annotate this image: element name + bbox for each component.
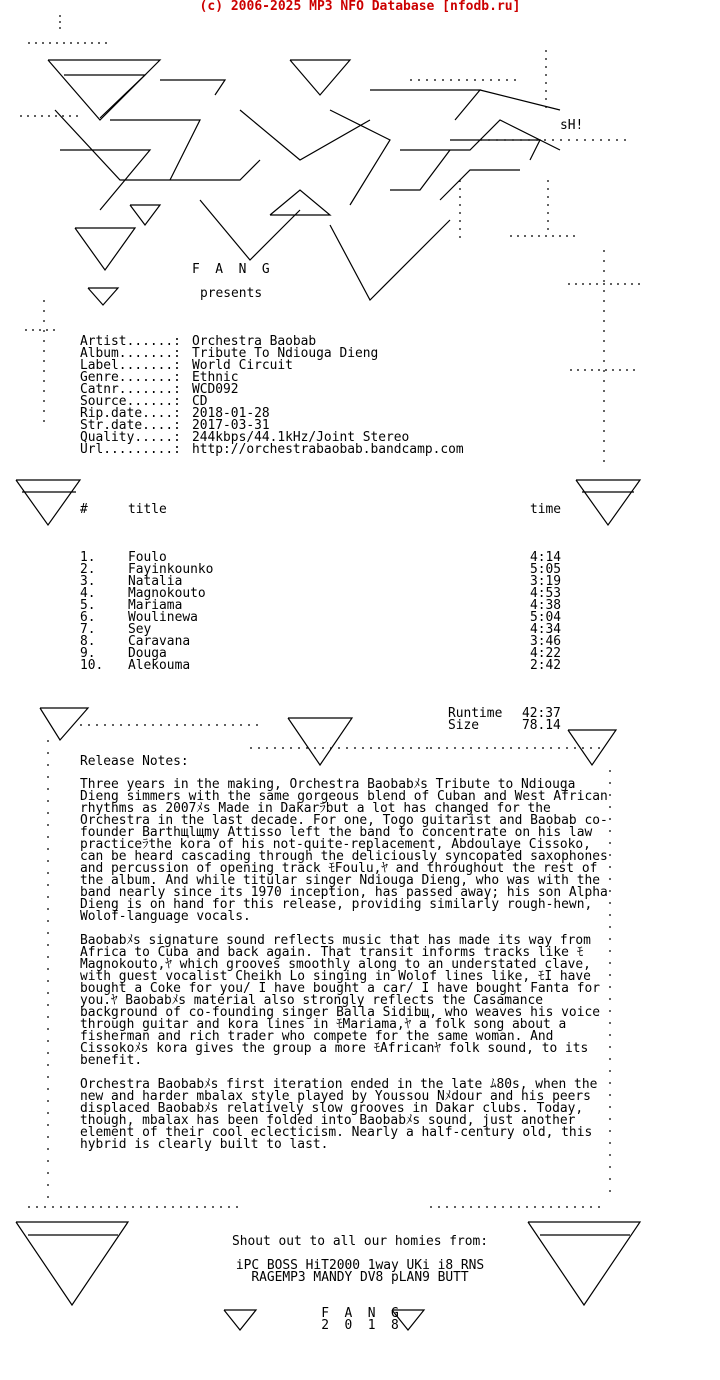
info-value: 2018-01-28	[192, 406, 270, 421]
track-title: Woulinewa	[128, 610, 198, 625]
size-value: 78.14	[522, 718, 561, 733]
size-label: Size	[448, 718, 480, 733]
presents-label: presents	[200, 286, 263, 301]
track-title: Foulo	[128, 550, 167, 565]
group-name: F A N G	[192, 262, 270, 277]
info-value: World Circuit	[192, 358, 293, 373]
track-row	[0, 576, 720, 588]
track-title: Douga	[128, 646, 167, 661]
track-time: 5:05	[530, 562, 562, 577]
track-num: 8.	[80, 634, 96, 649]
track-num: 5.	[80, 598, 96, 613]
info-value: Orchestra Baobab	[192, 334, 317, 349]
track-num: 3.	[80, 574, 96, 589]
track-time: 3:46	[530, 634, 562, 649]
track-row	[0, 624, 720, 636]
track-title: Natalia	[128, 574, 183, 589]
tracklist-header-time: time	[530, 502, 562, 517]
info-key: Label.......:	[80, 358, 181, 373]
info-key: Artist......:	[80, 334, 181, 349]
track-num: 7.	[80, 622, 96, 637]
track-title: Alekouma	[128, 658, 191, 673]
track-row	[0, 552, 720, 564]
notes-paragraph: Orchestra Baobabﾒs first iteration ended in the late ﾑ80s, when the new and harder mbalax style played by Youssou Nﾒdour and his peers displaced Baobabﾒs relatively slow grooves in Dakar clubs. Today, though, mbalax has been folded into Baobabﾒs sound, just another element of their cool eclecticism. Nearly a half-century old, this hybrid is clearly built to last.	[80, 1077, 598, 1152]
info-key: Quality.....:	[80, 430, 181, 445]
info-value: Tribute To Ndiouga Dieng	[192, 346, 379, 361]
release-notes-body	[80, 779, 615, 1163]
track-row	[0, 660, 720, 672]
greet-groups-line-1: iPC BOSS HiT2000 1way UKi i8 RNS	[235, 1258, 485, 1273]
info-value: 2017-03-31	[192, 418, 270, 433]
sign-group: F A N G	[321, 1306, 399, 1321]
track-time: 4:53	[530, 586, 562, 601]
track-title: Caravana	[128, 634, 191, 649]
track-time: 4:38	[530, 598, 562, 613]
track-row	[0, 636, 720, 648]
track-num: 10.	[80, 658, 104, 673]
track-row	[0, 612, 720, 624]
track-num: 9.	[80, 646, 96, 661]
info-value: 244kbps/44.1kHz/Joint Stereo	[192, 430, 410, 445]
track-title: Sey	[128, 622, 152, 637]
info-value: WCD092	[192, 382, 239, 397]
track-row	[0, 588, 720, 600]
info-value: CD	[192, 394, 208, 409]
info-key: Album.......:	[80, 346, 181, 361]
track-num: 6.	[80, 610, 96, 625]
tracklist-header-title: title	[128, 502, 167, 517]
runtime-label: Runtime	[448, 706, 503, 721]
track-time: 4:14	[530, 550, 562, 565]
track-row	[0, 564, 720, 576]
notes-paragraph: Three years in the making, Orchestra Baobabﾒs Tribute to Ndiouga Dieng simmers with the same gorgeous blend of Cuban and West African rhythms as 2007ﾒs Made in Dakarﾗbut a lot has changed for the Orchestra in the last decade. For one, Togo guitarist and Baobab co-founder Barthщlщmy Attisso left the band to concentrate on his law practiceﾗthe kora of his not-quite-replacement, Abdoulaye Cissoko, can be heard cascading through the deliciously syncopated saxophones and percussion of opening track ﾓFoulu,ﾔ and throughout the rest of the album. And while titular singer Ndiouga Dieng, who was with the band nearly since its 1970 inception, has passed away; his son Alpha Dieng is on hand for this release, providing similarly rough-hewn, Wolof-language vocals.	[80, 777, 608, 924]
track-time: 3:19	[530, 574, 562, 589]
info-key: Url.........:	[80, 442, 181, 457]
info-key: Source......:	[80, 394, 181, 409]
info-value: Ethnic	[192, 370, 239, 385]
tag-label: sH!	[560, 118, 584, 133]
info-key: Genre.......:	[80, 370, 181, 385]
info-key: Str.date....:	[80, 418, 181, 433]
info-value: http://orchestrabaobab.bandcamp.com	[192, 442, 464, 457]
sign-year: 2 0 1 8	[321, 1318, 399, 1333]
track-time: 2:42	[530, 658, 562, 673]
track-time: 4:34	[530, 622, 562, 637]
runtime-value: 42:37	[522, 706, 561, 721]
track-time: 4:22	[530, 646, 562, 661]
info-row	[0, 444, 720, 456]
track-row	[0, 600, 720, 612]
track-time: 5:04	[530, 610, 562, 625]
greet-groups-line-2: RAGEMP3 MANDY DV8 pLAN9 BUTT	[251, 1270, 469, 1285]
track-title: Mariama	[128, 598, 183, 613]
track-num: 1.	[80, 550, 96, 565]
notes-paragraph: Baobabﾒs signature sound reflects music that has made its way from Africa to Cuba and back again. That transit informs tracks like ﾓMagnokouto,ﾔ which grooves smoothly along to an understated clave, with guest vocalist Cheikh Lo singing in Wolof lines like, ﾓI have bought a Coke for you/ I have bought a car/ I have bought Fanta for you.ﾔ Baobabﾒs material also strongly reflects the Casamance background of co-founding singer Balla Sidibщ, who weaves his voice through guitar and kora lines in ﾓMariama,ﾔ a folk song about a fisherman and rich trader who compete for the same woman. And Cissokoﾒs kora gives the group a more ﾓAfricanﾔ folk sound, to its benefit.	[80, 933, 600, 1068]
track-title: Fayinkounko	[128, 562, 214, 577]
tracklist-header-num: #	[80, 502, 88, 517]
track-num: 2.	[80, 562, 96, 577]
track-title: Magnokouto	[128, 586, 206, 601]
info-key: Catnr.......:	[80, 382, 181, 397]
site-header: (c) 2006-2025 MP3 NFO Database [nfodb.ru]	[199, 0, 521, 14]
release-notes-title: Release Notes:	[80, 754, 189, 769]
track-row	[0, 648, 720, 660]
track-num: 4.	[80, 586, 96, 601]
shoutout-text: Shout out to all our homies from:	[231, 1234, 489, 1249]
info-key: Rip.date....:	[80, 406, 181, 421]
